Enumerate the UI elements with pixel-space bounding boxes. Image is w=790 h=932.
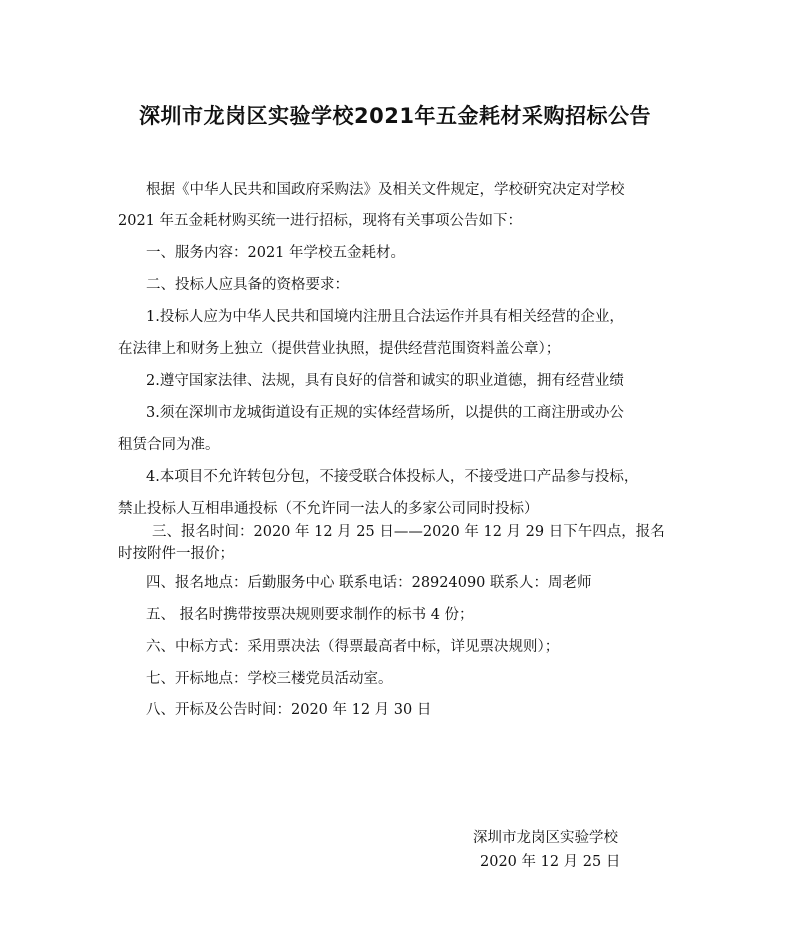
page-title: 深圳市龙岗区实验学校2021年五金耗材采购招标公告 bbox=[139, 104, 651, 128]
req-2: 2.遵守国家法律、法规，具有良好的信誉和诚实的职业道德，拥有经营业绩 bbox=[146, 373, 624, 389]
section-4: 四、报名地点：后勤服务中心 联系电话：28924090 联系人：周老师 bbox=[146, 575, 592, 591]
section-3-line-2: 时按附件一报价； bbox=[118, 546, 234, 562]
req-4-line-1: 4.本项目不允许转包分包，不接受联合体投标人，不接受进口产品参与投标， bbox=[146, 469, 639, 485]
req-1-line-1: 1.投标人应为中华人民共和国境内注册且合法运作并具有相关经营的企业， bbox=[146, 309, 624, 325]
req-3-line-1: 3.须在深圳市龙城街道设有正规的实体经营场所，以提供的工商注册或办公 bbox=[146, 405, 624, 421]
section-2: 二、投标人应具备的资格要求： bbox=[146, 277, 349, 293]
section-1: 一、服务内容：2021 年学校五金耗材。 bbox=[146, 245, 406, 261]
section-6: 六、中标方式：采用票决法（得票最高者中标，详见票决规则）； bbox=[146, 639, 560, 655]
section-7: 七、开标地点：学校三楼党员活动室。 bbox=[146, 671, 393, 687]
signature-org: 深圳市龙岗区实验学校 bbox=[473, 830, 618, 846]
req-3-line-2: 租赁合同为准。 bbox=[118, 437, 220, 453]
req-1-line-2: 在法律上和财务上独立（提供营业执照，提供经营范围资料盖公章）； bbox=[118, 341, 561, 357]
intro-line-2: 2021 年五金耗材购买统一进行招标，现将有关事项公告如下： bbox=[118, 213, 523, 229]
section-5: 五、 报名时携带按票决规则要求制作的标书 4 份； bbox=[146, 607, 474, 623]
intro-line-1: 根据《中华人民共和国政府采购法》及相关文件规定，学校研究决定对学校 bbox=[146, 182, 625, 198]
section-8: 八、开标及公告时间：2020 年 12 月 30 日 bbox=[146, 702, 432, 718]
req-4-line-2: 禁止投标人互相串通投标（不允许同一法人的多家公司同时投标） bbox=[118, 501, 539, 517]
signature-date: 2020 年 12 月 25 日 bbox=[480, 854, 621, 870]
section-3-line-1: 三、报名时间：2020 年 12 月 25 日——2020 年 12 月 29 日下午四点，报名 bbox=[152, 524, 665, 540]
